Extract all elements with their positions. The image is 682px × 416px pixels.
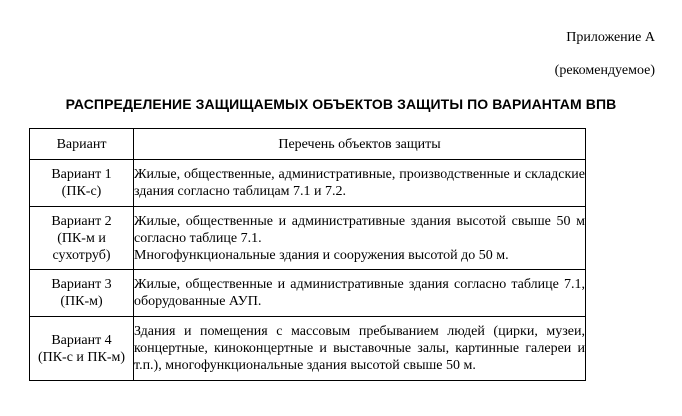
variant-code: (ПК-с и ПК-м) [37, 349, 126, 365]
document-title: РАСПРЕДЕЛЕНИЕ ЗАЩИЩАЕМЫХ ОБЪЕКТОВ ЗАЩИТЫ ПО ВАРИАНТАМ ВПВ [65, 96, 617, 112]
variant-code: сухотруб) [52, 247, 111, 263]
variant-cell [30, 207, 134, 270]
objects-text: Многофункциональные здания и сооружения высотой до 50 м. [134, 247, 509, 263]
objects-cell [134, 160, 586, 207]
variant-name: Вариант 2 [51, 213, 112, 229]
objects-text: Жилые, общественные и административные здания согласно таблице 7.1, оборудованные АУП. [134, 277, 585, 309]
table-row [30, 270, 586, 317]
objects-text: Жилые, общественные, административные, производственные и складские здания согласно таблицам 7.1 и 7.2. [134, 167, 585, 199]
variant-cell [30, 270, 134, 317]
table-row [30, 207, 586, 270]
objects-cell [134, 207, 586, 270]
variant-code: (ПК-м) [60, 294, 103, 309]
objects-cell [134, 317, 586, 381]
column-header-objects: Перечень объектов защиты [134, 129, 586, 160]
variant-name: Вариант 1 [51, 167, 112, 182]
variant-code: (ПК-с) [61, 184, 102, 199]
variant-code: (ПК-м и [57, 230, 106, 246]
appendix-status-note: (рекомендуемое) [554, 63, 655, 78]
table-row [30, 160, 586, 207]
table-header-row [30, 129, 586, 160]
variant-cell [30, 160, 134, 207]
appendix-label: Приложение А [566, 30, 655, 45]
objects-cell [134, 270, 586, 317]
protection-objects-table [29, 128, 586, 381]
table-row [30, 317, 586, 381]
variant-name: Вариант 4 [51, 332, 112, 348]
objects-text: Жилые, общественные и административные здания высотой свыше 50 м согласно таблице 7.1. [134, 213, 585, 246]
variant-cell [30, 317, 134, 381]
variant-name: Вариант 3 [51, 277, 112, 292]
objects-text: Здания и помещения с массовым пребыванием людей (цирки, музеи, концертные, киноконцертные и выставочные залы, картинные галереи и т.п.), многофункциональные здания высотой свыше 50 м. [134, 324, 585, 373]
column-header-variant: Вариант [30, 129, 134, 160]
